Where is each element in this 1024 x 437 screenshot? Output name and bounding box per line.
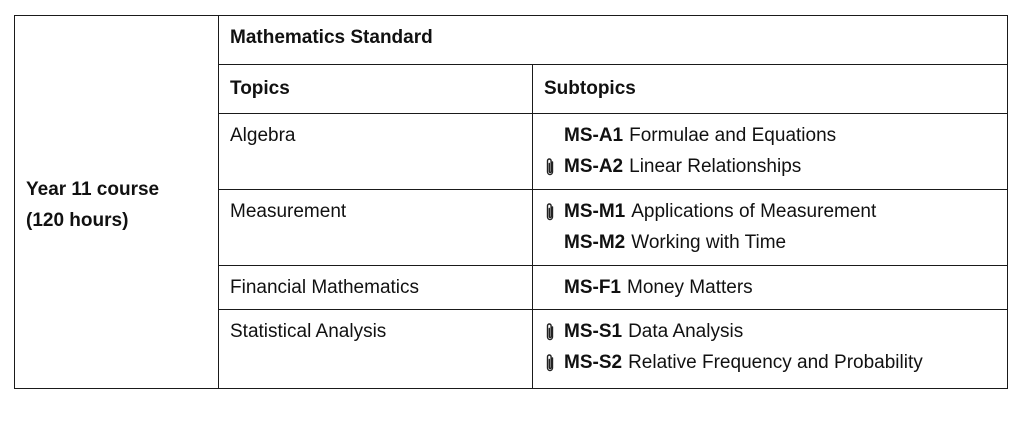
icon-spacer [541,232,564,254]
subtopics-header: Subtopics [533,65,1008,114]
syllabus-table [14,15,1008,389]
subtopics-cell [533,114,1008,190]
paperclip-icon [541,156,564,178]
subtopics-cell [533,310,1008,389]
year-label: Year 11 course [26,179,160,200]
course-title-row [15,16,1008,65]
subtopic-title: Relative Frequency and Probability [628,352,923,373]
subtopic-code: MS-S1 [564,321,623,342]
hours-label: (120 hours) [26,210,129,231]
subtopic-code: MS-M2 [564,232,626,253]
icon-spacer [541,277,564,299]
subtopic-code: MS-F1 [564,277,621,298]
subtopic-item [541,151,999,182]
subtopic-item [541,347,999,378]
topics-header: Topics [219,65,533,114]
subtopic-title: Money Matters [627,277,753,298]
subtopic-code: MS-M1 [564,201,626,222]
topic-cell: Algebra [219,114,533,190]
subtopic-title: Formulae and Equations [629,125,837,146]
topic-cell: Financial Mathematics [219,266,533,310]
subtopic-title: Data Analysis [628,321,744,342]
topic-cell: Statistical Analysis [219,310,533,389]
year-cell [15,16,219,389]
subtopic-code: MS-A2 [564,156,624,177]
paperclip-icon [541,321,564,343]
subtopic-title: Linear Relationships [629,156,802,177]
paperclip-icon [541,352,564,374]
subtopic-code: MS-A1 [564,125,624,146]
subtopic-item [541,272,999,303]
paperclip-icon [541,201,564,223]
course-title: Mathematics Standard [219,16,1008,65]
subtopic-item [541,120,999,151]
subtopic-item [541,196,999,227]
subtopics-cell [533,266,1008,310]
topic-cell: Measurement [219,190,533,266]
subtopic-item [541,316,999,347]
subtopic-item [541,227,999,258]
icon-spacer [541,125,564,147]
subtopics-cell [533,190,1008,266]
subtopic-title: Applications of Measurement [631,201,877,222]
subtopic-code: MS-S2 [564,352,623,373]
subtopic-title: Working with Time [631,232,787,253]
